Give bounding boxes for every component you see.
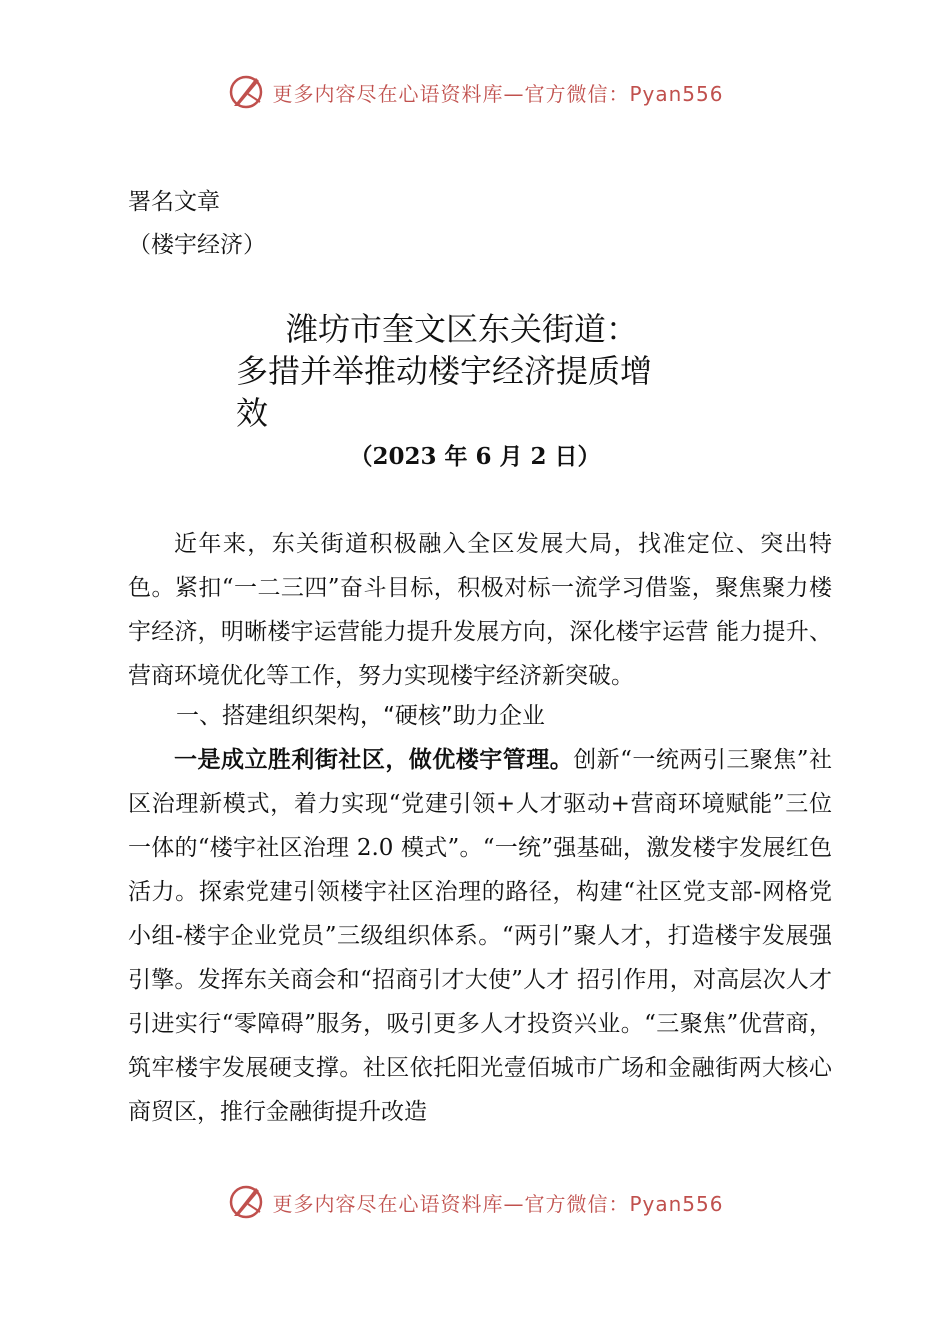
title-line-1: 潍坊市奎文区东关街道： xyxy=(286,310,639,348)
title-line-3: 效 xyxy=(236,394,269,432)
quill-pen-logo-icon xyxy=(226,72,266,112)
paragraph-body: 创新“一统两引三聚焦”社区治理新模式，着力实现“党建引领+人才驱动+营商环境赋能”三位一体的“楼宇社区治理 2.0 模式”。“一统”强基础，激发楼宇发展红色活力。探索党建引领楼宇社区治理的路径，构建“社区党支部-网格党小组-楼宇企业党员”三级组织体系。“两引”聚人才，打造楼宇发展强引擎。发挥东关商会和“招商引才大使”人才 招引作用，对高层次人才引进实行“零障碍”服务，吸引更多人才投资兴业。“三聚焦”优营商，筑牢楼宇发展硬支撑。社区依托阳光壹佰城市广场和金融街两大核心商贸区，推行金融街提升改造 xyxy=(128,747,832,1125)
banner-text: 更多内容尽在心语资料库—官方微信：Pyan556 xyxy=(272,1191,724,1216)
article-date: （2023 年 6 月 2 日） xyxy=(349,443,601,470)
article-type-label: 署名文章 xyxy=(128,189,220,215)
section-heading: 一、搭建组织架构，“硬核”助力企业 xyxy=(176,703,545,729)
title-line-2: 多措并举推动楼宇经济提质增 xyxy=(236,352,653,390)
section-paragraph xyxy=(128,738,832,1134)
intro-paragraph: 近年来，东关街道积极融入全区发展大局，找准定位、突出特色。紧扣“一二三四”奋斗目标，积极对标一流学习借鉴，聚焦聚力楼宇经济，明晰楼宇运营能力提升发展方向，深化楼宇运营 能力提升、营商环境优化等工作，努力实现楼宇经济新突破。 xyxy=(128,531,832,689)
paragraph-lead: 一是成立胜利街社区，做优楼宇管理。 xyxy=(174,746,574,773)
quill-pen-logo-icon xyxy=(226,1182,266,1222)
footer-banner xyxy=(0,1180,950,1224)
article-category-label: （楼宇经济） xyxy=(128,232,266,258)
header-banner xyxy=(0,70,950,114)
banner-text: 更多内容尽在心语资料库—官方微信：Pyan556 xyxy=(272,81,724,106)
